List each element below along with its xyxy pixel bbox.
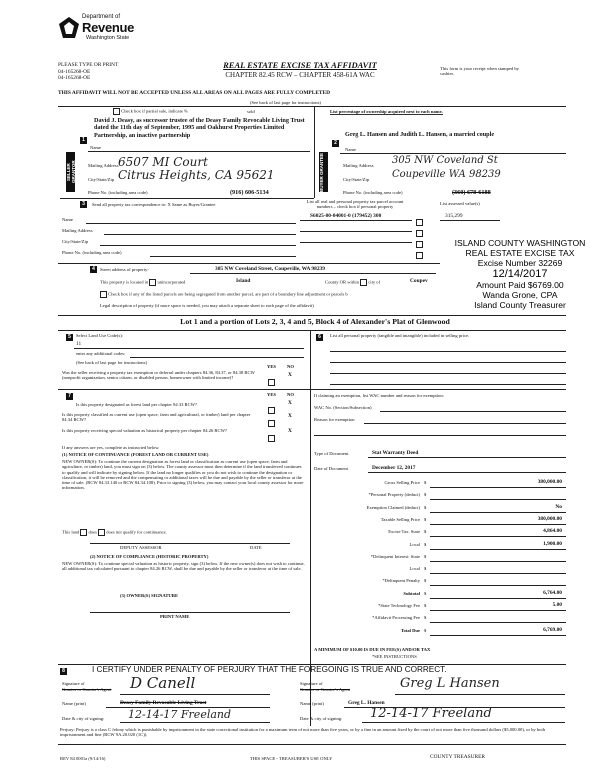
calc-row-currency: $: [424, 627, 427, 633]
dept-line2: Revenue: [82, 20, 135, 35]
grantor-sig-label: Signature of: [62, 681, 85, 686]
land-use-additional: enter any additional codes:: [76, 351, 126, 356]
warning-line: THIS AFFIDAVIT WILL NOT BE ACCEPTED UNLESS ALL AREAS ON ALL PAGES ARE FULLY COMPLETED: [58, 90, 331, 96]
forest-q2: Is this property classified as current use (open space, farm and agricultural, or timber) land per chapter 84.34 RCW?: [62, 412, 251, 423]
owner-signature: (3) OWNER(S) SIGNATURE: [120, 593, 179, 598]
buyer-city-label: City/State/Zip: [343, 177, 370, 182]
calc-row-line: [430, 549, 566, 550]
seller-phone-label: Phone No. (including area code): [88, 190, 148, 195]
segregated-label: Check box if any of the listed parcels are being segregated from another parcel, are part of a boundary line adjustment or parcels b: [100, 291, 348, 298]
calc-row-label: Local: [409, 541, 420, 547]
grantee-date-label: Date & city of signing:: [300, 716, 343, 721]
dept-line3: Washington State: [86, 35, 130, 41]
buyer-mailing-value: 305 NW Coveland St: [392, 155, 498, 166]
seller-city-label: City/State/Zip: [88, 177, 115, 182]
section-4-badge: 4: [90, 266, 97, 273]
reason-label: Reason for exemption: [314, 417, 355, 422]
does-checkbox[interactable]: [80, 529, 87, 536]
section-1-badge: 1: [80, 137, 87, 144]
grantor-signature: D Canell: [130, 674, 196, 692]
calc-row-currency: $: [424, 504, 427, 510]
calc-row-label: Local: [409, 566, 420, 572]
assessed-value: 315,299: [445, 213, 463, 219]
section-5-badge: 5: [66, 334, 73, 341]
buyer-phone-label: Phone No. (including area code): [343, 190, 403, 195]
grantee-sig-label: Signature of: [300, 681, 323, 686]
assessed-header: List assessed value(s): [440, 201, 480, 206]
partial-sale: Check box if partial sale, indicate %: [113, 108, 188, 115]
stamp-line7: Island County Treasurer: [474, 300, 566, 310]
calc-row-line: [430, 598, 566, 599]
grantor-date-value: 12-14-17 Freeland: [128, 708, 232, 721]
grantee-agent: Grantee or Grantee's Agent: [300, 687, 350, 692]
calc-row-currency: $: [424, 541, 427, 547]
calc-row-currency: $: [424, 566, 427, 572]
tax-corr-send: Send all property tax correspondence to: X Same as Buyer/Grantee: [92, 202, 216, 207]
calc-row-value: 6,769.00: [543, 626, 562, 633]
section-7-badge: 7: [66, 393, 73, 400]
deputy-assessor: DEPUTY ASSESSOR: [120, 545, 162, 550]
yes-header-1: YES: [267, 364, 276, 369]
doc-type-label: Type of Document: [314, 451, 349, 456]
no-header-1: NO: [287, 364, 294, 369]
notice-title: (1) NOTICE OF CONTINUANCE (FOREST LAND OR CURRENT USE): [62, 452, 209, 457]
calc-row-value: 5.00: [552, 602, 562, 608]
forest-q3-yes[interactable]: [268, 429, 275, 447]
seller-name-label: Name: [90, 145, 101, 150]
calc-row-currency: $: [424, 516, 427, 522]
tax-corr-city: City/State/Zip: [62, 239, 89, 244]
dor-logo-mark: [58, 16, 80, 40]
buyer-phone-value: (360) 678-6188: [452, 189, 491, 196]
seller-mailing-value: 6507 MI Court: [118, 155, 208, 169]
section-8-badge: 8: [60, 668, 67, 675]
calc-row-label: *Delinquent Penalty: [382, 578, 420, 584]
calc-row-label: Total Due: [400, 627, 420, 633]
treasurer-space: THIS SPACE - TREASURER'S USE ONLY: [250, 756, 333, 761]
calc-row-line: [430, 512, 566, 513]
if-yes: If any answers are yes, complete as instructed below.: [62, 445, 160, 450]
calc-row-label: Gross Selling Price: [384, 480, 420, 485]
grantor-agent: Grantor or Grantor's Agent: [62, 687, 112, 692]
section-3-badge: 3: [80, 201, 87, 208]
partial-sale-checkbox[interactable]: [113, 108, 120, 115]
grantee-signature: Greg L Hansen: [400, 676, 500, 691]
forest-q2-no[interactable]: X: [288, 413, 292, 419]
parcel-header: List all real and personal property tax parcel account numbers – check box if personal property: [306, 199, 404, 210]
section-6-badge: 6: [316, 334, 323, 341]
calc-row-value: 4,864.00: [543, 528, 562, 535]
land-use-code: 11: [76, 341, 82, 347]
deputy-date: DATE: [250, 545, 262, 550]
calc-row-label: *Personal Property (deduct): [368, 492, 420, 498]
calc-row-value: 380,000.00: [537, 515, 562, 522]
land-use-see-back: (See back of last page for instructions): [76, 360, 147, 365]
buyer-name-label: Name: [345, 147, 356, 152]
calc-row-line: [430, 635, 566, 636]
yes-header-2: YES: [267, 392, 276, 397]
grantor-name-value: Deasy Family Revocable Living Trust: [120, 700, 207, 706]
hist-title: (2) NOTICE OF COMPLIANCE (HISTORIC PROPERTY): [90, 554, 209, 559]
stamp-line4: 12/14/2017: [492, 268, 548, 280]
calc-row-line: [430, 524, 566, 525]
calc-row-currency: $: [424, 603, 427, 608]
claiming-label: If claiming an exemption, list WAC number and reason for exemption:: [314, 393, 444, 398]
grantor-name-label: Name (print): [62, 701, 86, 706]
see-instructions: *SEE INSTRUCTIONS: [372, 654, 417, 659]
calc-row-currency: $: [424, 590, 427, 596]
print-name: PRINT NAME: [160, 614, 190, 619]
calc-row-label: *State Technology Fee: [378, 603, 420, 608]
dor-logo: [58, 14, 138, 54]
calc-row-line: [430, 499, 566, 500]
please-type: PLEASE TYPE OR PRINT: [58, 62, 119, 68]
seller-mailing-label: Mailing Address: [88, 163, 119, 168]
stamp-line1: ISLAND COUNTY WASHINGTON: [454, 238, 586, 248]
tax-corr-phone: Phone No. (including area code): [62, 250, 122, 255]
county-label: County OR within city of: [325, 279, 381, 285]
exemption-no-mark[interactable]: X: [288, 372, 292, 378]
tax-corr-mailing: Mailing Address: [62, 228, 93, 233]
grantor-date-label: Date & city of signing:: [62, 716, 105, 721]
stamp-line5: Amount Paid $6769.00: [476, 280, 564, 290]
calc-row-line: [430, 622, 566, 623]
wac-label: WAC No. (Section/Subsection): [314, 405, 372, 410]
form-no-2: 04-165268-OE: [58, 75, 91, 81]
calc-row-value: No: [555, 503, 562, 510]
county-treasurer: COUNTY TREASURER: [430, 754, 485, 760]
county-value: Island: [236, 278, 251, 284]
does-not-checkbox[interactable]: [98, 529, 105, 536]
calc-row-line: [430, 610, 566, 611]
calc-row-label: *Affidavit Processing Fee: [372, 615, 420, 621]
dept-line1: Department of: [82, 14, 121, 20]
minimum-due: A MINIMUM OF $10.00 IS DUE IN FEE(S) AND/OR TAX: [314, 647, 431, 652]
hist-body: NEW OWNER(S): To continue special valuation as historic property, sign (3) below. If the new owner(s) does not wish to continue, all additional tax calculated pursuant to chapter 84.26 RCW, shall be due and payable by the seller or transferor at the time of sale.: [62, 561, 305, 572]
buyer-city-value: Coupeville WA 98239: [392, 169, 501, 180]
city-value: Coupev: [410, 278, 428, 284]
calc-row-line: [430, 487, 566, 488]
parcel-checkbox-4[interactable]: [416, 246, 423, 264]
grantee-date-value: 12-14-17 Freeland: [370, 706, 492, 721]
unincorporated-checkbox[interactable]: [149, 279, 156, 286]
grantee-name-label: Name (print): [300, 701, 324, 706]
legal-desc-label: Legal description of property (if more space is needed, you may attach a separate sheet to each page of the affidavit): [100, 303, 314, 308]
doc-date-value: December 12, 2017: [372, 465, 416, 471]
treasurer-stamp: [440, 238, 600, 310]
city-checkbox[interactable]: [360, 279, 367, 286]
forest-q3-no[interactable]: X: [288, 428, 292, 434]
grantee-name-value: Greg L. Hansen: [348, 700, 385, 706]
buyer-name: Greg L. Hansen and Judith L. Hansen, a married couple: [345, 131, 495, 138]
tax-corr-name: Name: [62, 217, 73, 222]
form-title: REAL ESTATE EXCISE TAX AFFIDAVIT: [223, 60, 377, 70]
receipt-note: This form is your receipt when stamped by cashier.: [440, 66, 519, 77]
calc-row-value: 1,900.00: [543, 540, 562, 547]
form-chapter: CHAPTER 82.45 RCW – CHAPTER 458-61A WAC: [225, 71, 375, 79]
seller-city-value: Citrus Heights, CA 95621: [118, 168, 275, 182]
form-no-1: 04-165268-OE: [58, 69, 91, 75]
exemption-question: Was the seller receiving a property tax exemption or deferral under chapters 84.36, 84.37, or 84.38 RCW (nonprofit organization, senior citizen, or disabled person, homeowner with limited income)?: [62, 370, 255, 381]
doc-date-label: Date of Document: [314, 466, 348, 471]
calc-row-value: 380,000.00: [537, 479, 562, 485]
calc-row-currency: $: [424, 578, 427, 584]
segregated-checkbox[interactable]: [100, 291, 107, 298]
seller-side-label: SELLER GRANTOR: [66, 152, 75, 192]
stamp-line2: REAL ESTATE EXCISE TAX: [465, 248, 575, 258]
no-header-2: NO: [287, 392, 294, 397]
calc-row-currency: $: [424, 615, 427, 621]
calc-row-label: Subtotal: [403, 590, 420, 596]
seller-name: David J. Deasy, as successor trustee of the Deasy Family Revocable Living Trust dated the 11th day of September, 1995 and Oakhurst Properties Limited Partnership, an inactive partnership: [94, 117, 305, 139]
calc-row-currency: $: [424, 553, 427, 559]
calc-row-label: *Delinquent Interest: State: [370, 553, 420, 559]
calc-row-currency: $: [424, 529, 427, 535]
calc-row-line: [430, 585, 566, 586]
seller-phone-value: (916) 606-5134: [230, 189, 269, 196]
legal-description: Lot 1 and a portion of Lots 2, 3, 4 and 5, Block 4 of Alexander's Plat of Glenwood: [180, 317, 450, 326]
forest-q3: Is this property receiving special valuation as historical property per chapter 84.26 RCW?: [62, 428, 227, 433]
calc-row-line: [430, 561, 566, 562]
located-label: This property is located in unincorporated: [100, 279, 186, 285]
buyer-mailing-label: Mailing Address: [343, 163, 374, 168]
calc-row-label: Taxable Selling Price: [380, 516, 420, 522]
land-use-select: Select Land Use Code(s):: [76, 333, 124, 338]
back-page-note: (See back of last page for instructions): [250, 100, 321, 105]
calc-row-value: 6,764.00: [543, 589, 562, 596]
forest-q1: Is this property designated as forest land per chapter 84.33 RCW?: [76, 402, 198, 407]
calc-row-line: [430, 536, 566, 537]
land-does-row: This land does does not qualify for continuance.: [62, 529, 167, 535]
calc-row-label: Excise Tax: State: [388, 529, 420, 535]
buyer-side-label: BUYER GRANTEE: [319, 152, 328, 192]
notice-body: NEW OWNER(S): To continue the current designation as forest land or classification as current use (open space, farm and agriculture, or timber) land, you must sign on (3) below. The county assessor must then determine if the land transferred continues to qualify and will indicate by signing below. If the land no longer qualifies or you do not wish to continue the designation or classification, it will be removed and the compensating or additional taxes will be due and payable by the seller or transferor at the time of sale. (RCW 84.33.140 or RCW 84.34.108). Prior to signing (3) below, you may contact your local county assessor for more information.: [62, 459, 304, 491]
sold-label: sold: [247, 109, 255, 114]
street-label: Street address of property:: [100, 267, 149, 272]
calc-row-line: [430, 573, 566, 574]
stamp-line3: Excise Number 32269: [477, 258, 563, 268]
buyer-pct-label: List percentage of ownership acquired next to each name.: [330, 109, 443, 114]
parcel-value: S6025-00-04001-0 (179452) 300: [310, 213, 382, 219]
doc-type-value: Stat Warranty Deed: [372, 450, 419, 456]
forest-q1-no[interactable]: X: [288, 400, 292, 406]
calc-row-currency: $: [424, 480, 427, 485]
street-value: 305 NW Coveland Street, Coupeville, WA 98239: [215, 266, 325, 272]
calc-row-currency: $: [424, 492, 427, 498]
stamp-line6: Wanda Grone, CPA: [482, 290, 558, 300]
personal-property-label: List all personal property (tangible and intangible) included in selling price.: [330, 333, 470, 338]
certify-statement: I CERTIFY UNDER PENALTY OF PERJURY THAT THE FOREGOING IS TRUE AND CORRECT.: [92, 665, 447, 674]
perjury-text: Perjury: Perjury is a class C felony which is punishable by imprisonment in the state correctional institution for a maximum term of not more than five years, or by a fine in an amount fixed by the court of not more than five thousand dollars ($5,000.00), or by both imprisonment and fine (RCW 9A.20.020 (1C)).: [60, 727, 546, 738]
rev-number: REV 84 0001a (9/14/16): [60, 756, 106, 761]
calc-row-label: Exemption Claimed (deduct): [366, 504, 420, 510]
section-2-badge: 2: [332, 140, 339, 147]
